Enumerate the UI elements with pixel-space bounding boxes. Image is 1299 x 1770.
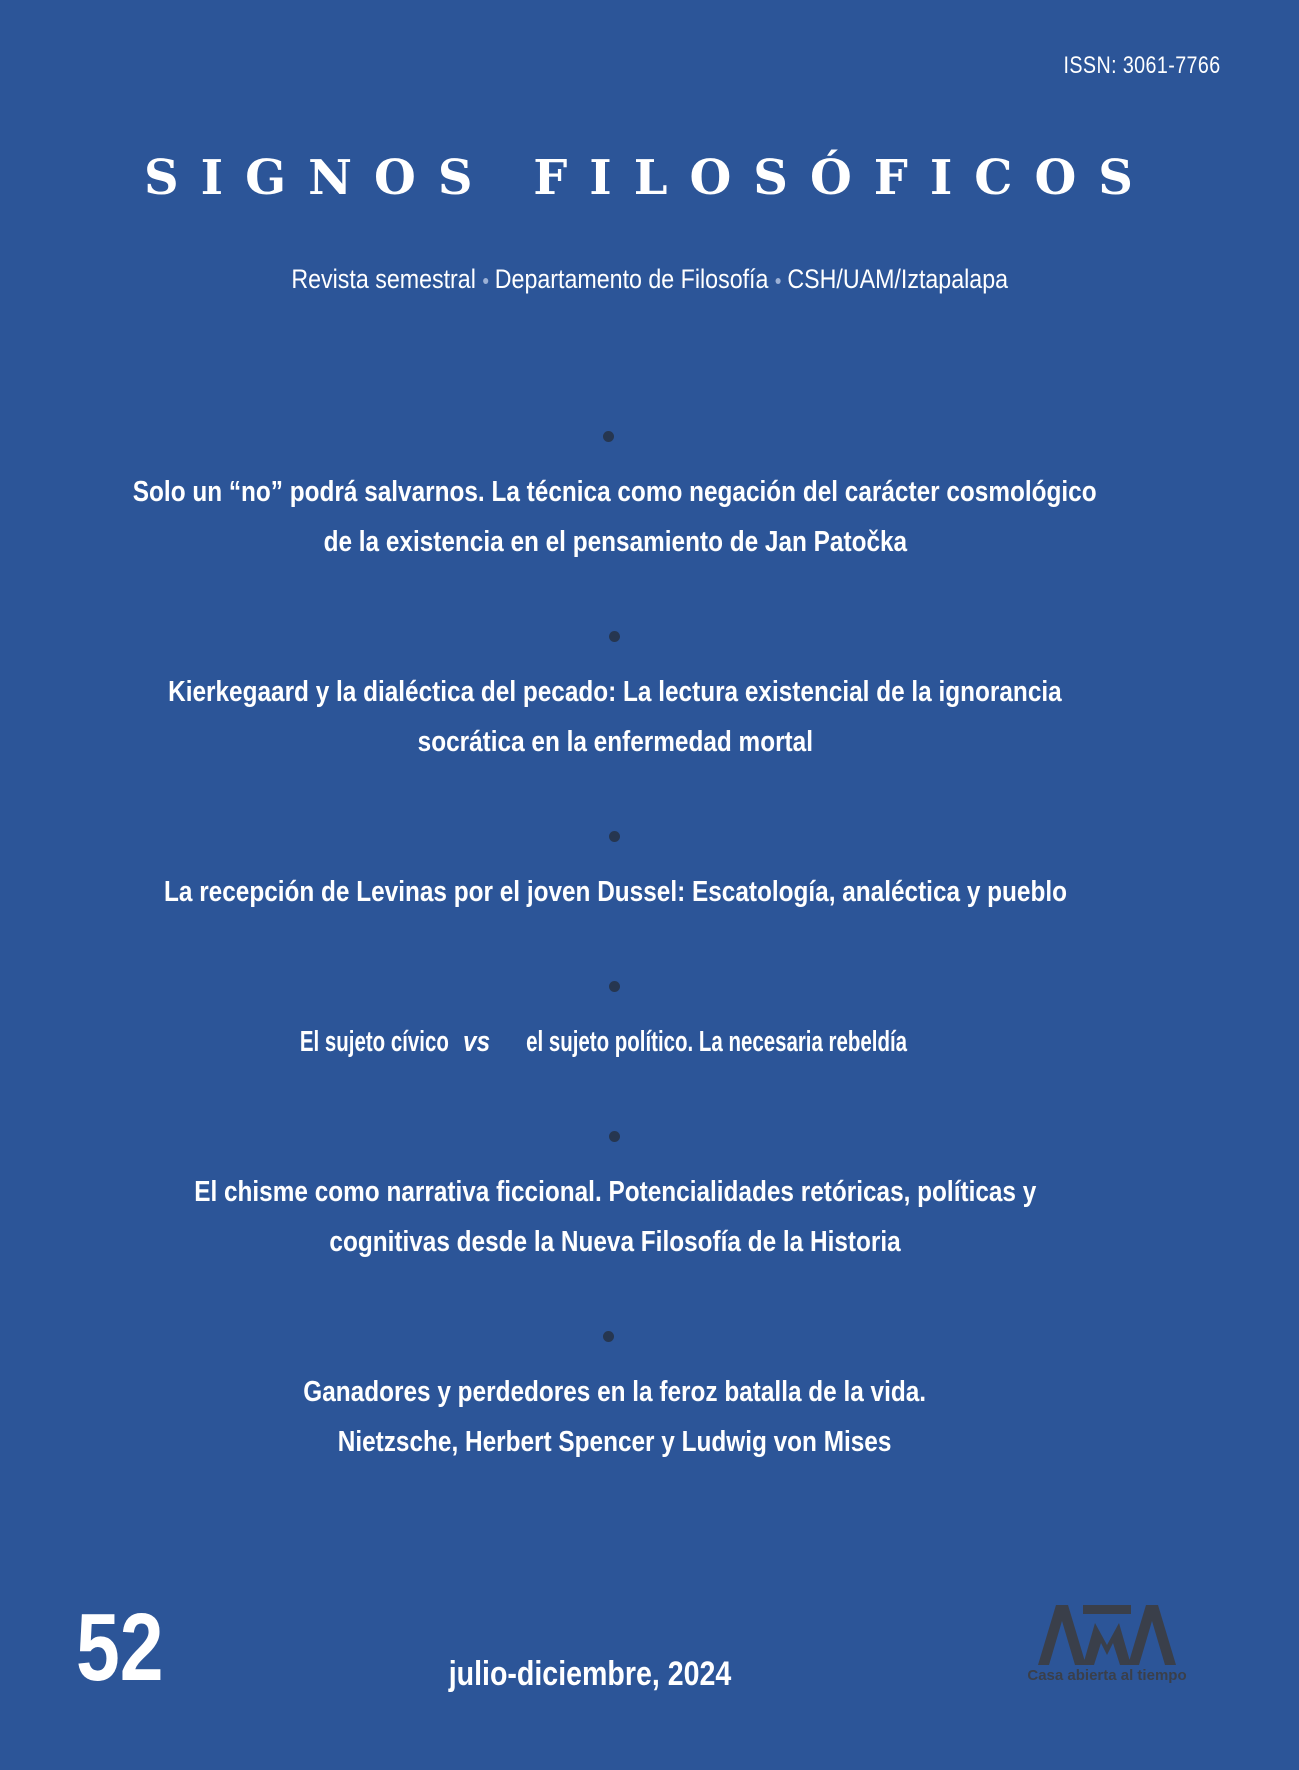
article-title: Solo un “no” podrá salvarnos. La técnica como negación del carácter cosmológico de la existencia en el pensamiento de Jan Patočka (133, 476, 1097, 558)
article-title: Kierkegaard y la dialéctica del pecado: La lectura existencial de la ignorancia socrática en la enfermedad mortal (168, 676, 1062, 758)
article-title: El sujeto cívicovsel sujeto político. La necesaria rebeldía (300, 1026, 908, 1058)
publisher-motto: Casa abierta al tiempo (1027, 1667, 1187, 1684)
journal-title: SIGNOS FILOSÓFICOS (144, 150, 1155, 206)
article-title: El chisme como narrativa ficcional. Potencialidades retóricas, políticas y cognitivas desde la Nueva Filosofía de la Historia (193, 1176, 1037, 1258)
subtitle-department: Departamento de Filosofía (494, 264, 769, 294)
issue-date: julio-diciembre, 2024 (448, 1655, 732, 1693)
separator-dot (483, 278, 488, 284)
bullet-dot (609, 981, 620, 992)
journal-subtitle (0, 264, 1299, 295)
bullet-dot (609, 631, 620, 642)
article-title: La recepción de Levinas por el joven Dussel: Escatología, analéctica y pueblo (163, 876, 1067, 908)
bullet-dot (603, 431, 614, 442)
uam-logo-icon (1038, 1605, 1176, 1665)
issue-number: 52 (76, 1594, 164, 1701)
bullet-dot (609, 831, 620, 842)
bullet-dot (603, 1331, 614, 1342)
subtitle-institution: CSH/UAM/Iztapalapa (787, 264, 1008, 294)
issn-label: ISSN: 3061-7766 (1063, 52, 1221, 79)
publisher-logo (1022, 1605, 1192, 1684)
subtitle-periodicity: Revista semestral (291, 264, 476, 294)
separator-dot (775, 278, 780, 284)
bullet-dot (609, 1131, 620, 1142)
article-title: Ganadores y perdedores en la feroz batalla de la vida. Nietzsche, Herbert Spencer y Ludwig von Mises (303, 1376, 927, 1458)
